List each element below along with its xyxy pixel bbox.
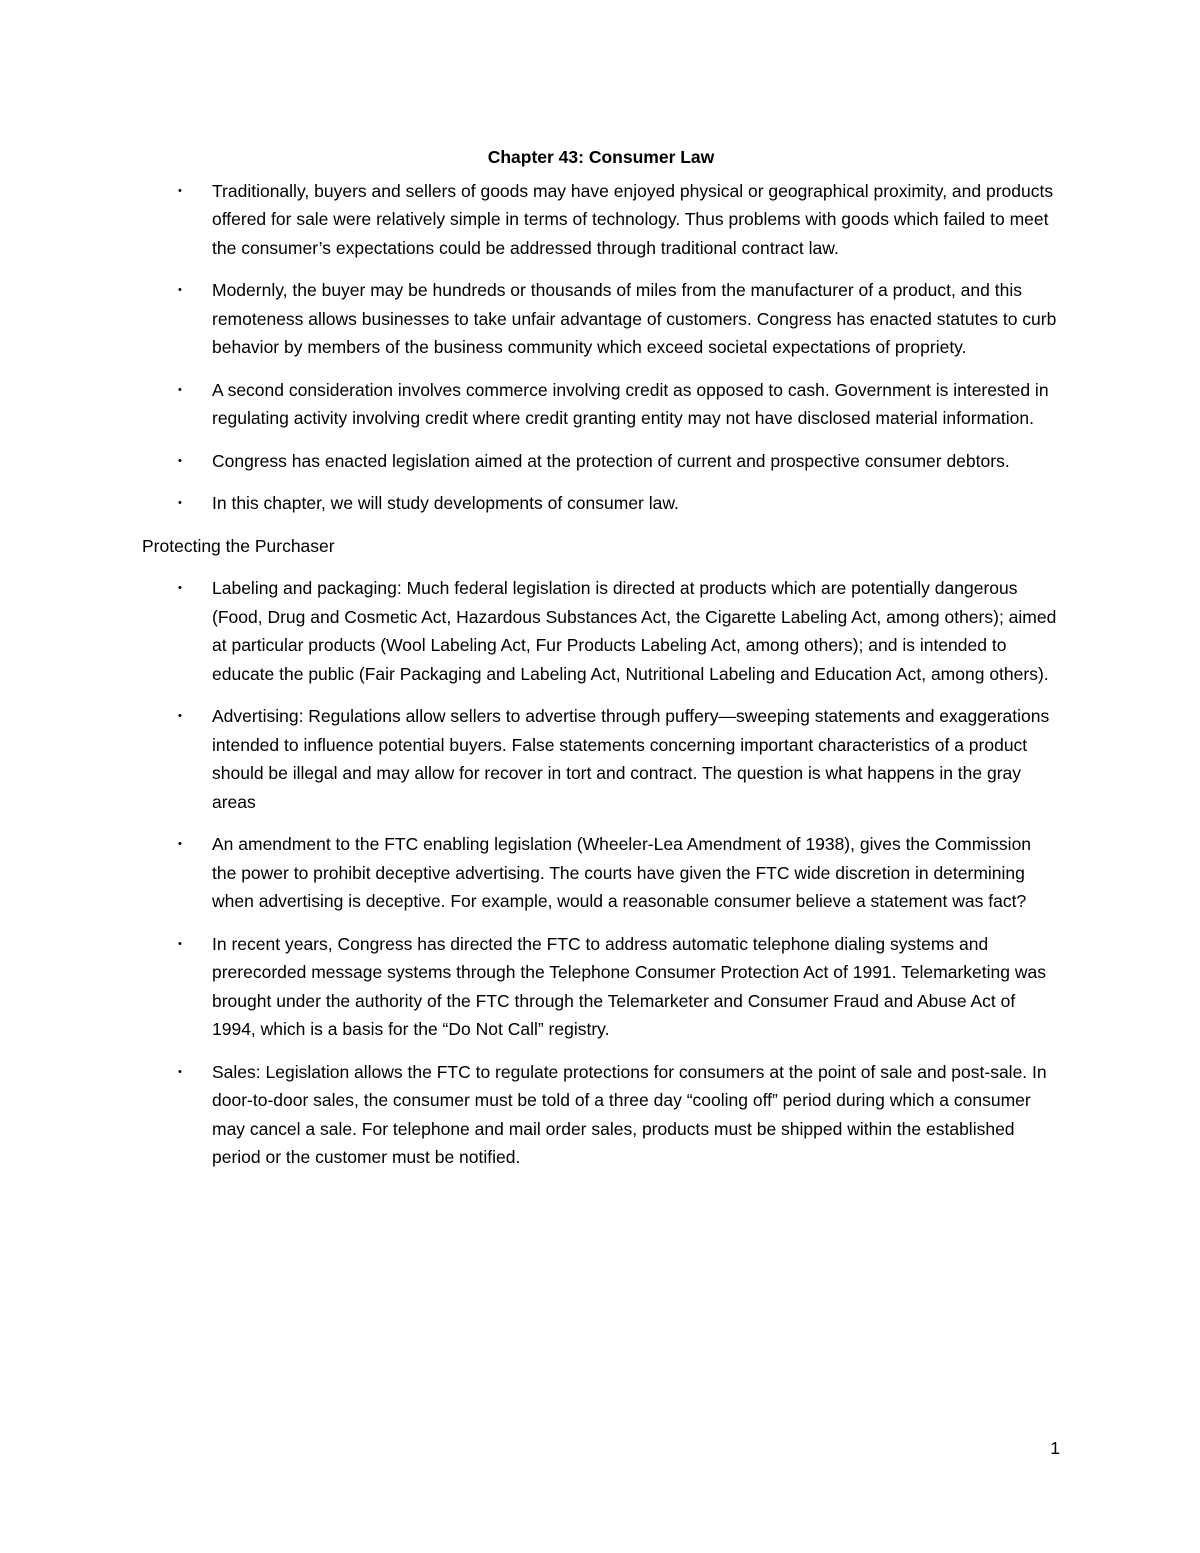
chapter-title: Chapter 43: Consumer Law <box>487 147 715 167</box>
bullet-icon: • <box>178 1065 182 1078</box>
list-item <box>142 376 1060 433</box>
bullet-icon: • <box>178 710 182 722</box>
list-item-text: Labeling and packaging: Much federal legislation is directed at products which are potentially dangerous (Food, Drug and Cosmetic Act, Hazardous Substances Act, the Cigarette Labeling Act, among others); aimed at particular products (Wool Labeling Act, Fur Products Labeling Act, among others); and is intended to educate the public (Fair Packaging and Labeling Act, Nutritional Labeling and Education Act, among others). <box>212 578 1057 684</box>
list-item <box>142 276 1060 362</box>
list-item <box>142 1058 1060 1172</box>
list-item-text: A second consideration involves commerce involving credit as opposed to cash. Government is interested in regulating activity involving credit where credit granting entity may not have disclosed material information. <box>212 379 1049 428</box>
bullet-icon: • <box>178 383 182 396</box>
section-heading: Protecting the Purchaser <box>142 535 335 556</box>
page-number: 1 <box>1050 1438 1060 1458</box>
list-item-text: Modernly, the buyer may be hundreds or thousands of miles from the manufacturer of a product, and this remoteness allows businesses to take unfair advantage of customers. Congress has enacted statutes to curb behavior by members of the business community which exceed societal expectations of propriety. <box>212 280 1057 357</box>
list-item <box>142 177 1060 263</box>
list-item-text: In this chapter, we will study developments of consumer law. <box>212 493 679 513</box>
list-item-text: Advertising: Regulations allow sellers to advertise through puffery—sweeping statements and exaggerations intended to influence potential buyers. False statements concerning important characteristics of a product should be illegal and may allow for recover in tort and contract. The question is what happens in the gray areas <box>212 706 1050 812</box>
list-item <box>142 574 1060 688</box>
list-item <box>142 447 1060 476</box>
bullet-icon: • <box>178 582 182 594</box>
list-item-text: Congress has enacted legislation aimed at the protection of current and prospective consumer debtors. <box>212 450 1010 471</box>
bullet-icon: • <box>178 838 182 850</box>
list-item <box>142 489 1060 518</box>
bullet-icon: • <box>178 937 182 950</box>
list-item <box>142 702 1060 816</box>
list-item-text: An amendment to the FTC enabling legislation (Wheeler-Lea Amendment of 1938), gives the Commission the power to prohibit deceptive advertising. The courts have given the FTC wide discretion in determining when advertising is deceptive. For example, would a reasonable consumer believe a statement was fact? <box>212 834 1032 911</box>
list-item <box>142 830 1060 916</box>
list-item-text: In recent years, Congress has directed the FTC to address automatic telephone dialing systems and prerecorded message systems through the Telephone Consumer Protection Act of 1991. Telemarketing was brought under the authority of the FTC through the Telemarketer and Consumer Fraud and Abuse Act of 1994, which is a basis for the “Do Not Call” registry. <box>212 933 1046 1039</box>
list-item-text: Sales: Legislation allows the FTC to regulate protections for consumers at the point of sale and post-sale. In door-to-door sales, the consumer must be told of a three day “cooling off” period during which a consumer may cancel a sale. For telephone and mail order sales, products must be shipped within the established period or the customer must be notified. <box>212 1061 1047 1167</box>
bullet-icon: • <box>178 454 182 467</box>
bullet-icon: • <box>178 184 182 197</box>
bullet-icon: • <box>178 497 182 509</box>
list-item-text: Traditionally, buyers and sellers of goods may have enjoyed physical or geographical proximity, and products offered for sale were relatively simple in terms of technology. Thus problems with goods which failed to meet the consumer’s expectations could be addressed through traditional contract law. <box>212 180 1054 258</box>
bullet-icon: • <box>178 284 182 296</box>
list-item <box>142 930 1060 1044</box>
intro-bullet-list <box>142 177 1060 518</box>
section-bullet-list <box>142 574 1060 1172</box>
